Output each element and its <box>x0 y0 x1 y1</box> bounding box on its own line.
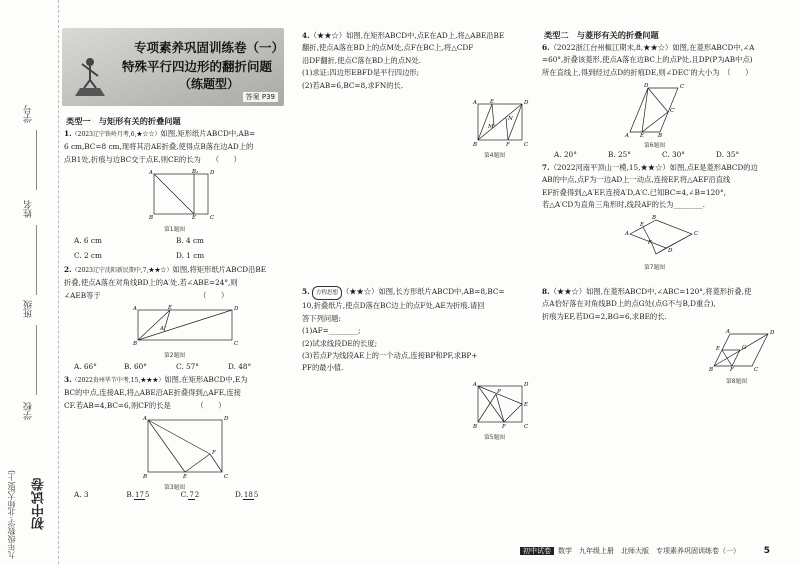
svg-text:A: A <box>726 329 730 335</box>
figure-q1 <box>146 168 216 220</box>
footer-brand-tag: 初中试卷 <box>520 547 554 555</box>
question-text: （★★☆）如图,在矩形ABCD中,点E在AD上,将△ABE沿BE <box>309 31 505 40</box>
svg-text:B: B <box>709 367 714 372</box>
svg-text:A: A <box>473 382 477 388</box>
svg-text:D: D <box>524 382 529 388</box>
question-4 <box>302 30 530 92</box>
option-b[interactable]: B. 4 cm <box>176 236 204 245</box>
question-source: （2023辽宁沈阳新民期中,7,★★☆） <box>71 267 173 274</box>
figure-caption-q8: 第8题图 <box>726 379 748 385</box>
option-b[interactable]: B. 25° <box>608 150 631 159</box>
binding-margin <box>0 0 59 564</box>
question-text: (2)试求线段DE的长度; <box>302 338 378 348</box>
svg-text:D: D <box>224 416 229 422</box>
svg-text:E: E <box>716 346 721 352</box>
option-a[interactable]: A. 6 cm <box>74 236 102 245</box>
options-q3 <box>74 490 284 500</box>
title-banner <box>62 28 284 106</box>
question-text: (1)求证:四边形EBFD是平行四边形; <box>302 68 420 78</box>
question-text: 折叠,使点A落在对角线BD上的A′处.若∠ABE=24°,则 <box>64 278 238 288</box>
option-c[interactable]: C. 30° <box>662 150 685 159</box>
option-b[interactable]: B. 60° <box>124 362 147 371</box>
question-text: =60°,折叠该菱形,使点A落在边BC上的点P处,且DP(P为AB中点) <box>542 55 753 65</box>
section-heading-2: 类型二 与菱形有关的折叠问题 <box>544 30 659 40</box>
svg-text:C: C <box>524 142 529 148</box>
page-footer <box>520 546 740 556</box>
svg-text:E: E <box>640 133 645 138</box>
figure-q3 <box>140 414 230 480</box>
svg-text:B: B <box>658 133 663 138</box>
question-text: 6 cm,BC=8 cm,现将其沿AE折叠,使得点B落在边AD上的 <box>64 142 254 152</box>
option-a[interactable]: A. 66° <box>74 362 97 371</box>
question-number: 2. <box>64 265 72 274</box>
margin-line <box>36 130 37 190</box>
svg-text:G: G <box>742 345 747 351</box>
question-text: （2022浙江台州椒江期末,8,★★☆）如图,在菱形ABCD中,∠A <box>549 43 755 52</box>
question-text: EF折叠得到△A′EF,连接A′D,A′C.已知BC=4,∠B=120°, <box>542 187 726 197</box>
svg-text:A′: A′ <box>160 326 166 332</box>
figure-caption-q1: 第1题图 <box>164 227 186 233</box>
svg-text:A: A <box>473 100 477 106</box>
svg-text:E: E <box>183 474 188 480</box>
question-text: （★★☆）如图,在菱形ABCD中,∠ABC=120°,将菱形折叠,使 <box>549 287 752 296</box>
svg-text:D: D <box>210 170 215 176</box>
option-a[interactable]: A. 20° <box>554 150 577 159</box>
options-q2 <box>74 362 284 371</box>
svg-text:B: B <box>133 341 138 346</box>
question-8 <box>542 286 778 323</box>
svg-text:B: B <box>149 215 154 220</box>
svg-text:E: E <box>490 99 495 105</box>
margin-brand-big: 初中试卷 <box>32 478 47 530</box>
options-q1 <box>74 236 284 260</box>
svg-text:C′: C′ <box>670 108 676 114</box>
question-text: AB的中点,点F为一边AD上一动点,连接EF,将△AEF沿直线 <box>542 175 731 185</box>
svg-text:D: D <box>668 248 673 254</box>
question-text: ∠AEB等于 （ ） <box>64 290 229 300</box>
margin-label-student-id: 学号 <box>24 105 34 123</box>
margin-label-school: 学校 <box>24 402 34 420</box>
option-d[interactable]: D. 1 cm <box>176 251 205 260</box>
question-text: 答下列问题: <box>302 313 341 323</box>
figure-caption-q4: 第4题图 <box>484 153 506 159</box>
figure-q4 <box>470 98 532 148</box>
svg-text:B: B <box>473 424 478 430</box>
svg-text:E: E <box>192 215 197 220</box>
svg-text:B₁: B₁ <box>192 169 199 175</box>
question-text: （2022河南平顶山一模,15,★★☆）如图,点E是菱形ABCD的边 <box>549 163 758 172</box>
banner-title-line2: 特殊平行四边形的翻折问题 <box>121 59 272 74</box>
svg-text:D: D <box>770 330 775 336</box>
question-text: 点B1处,折痕与边BC交于点E,则CE的长为 （ ） <box>64 154 241 164</box>
banner-figure-icon <box>70 48 110 100</box>
margin-label-class: 班级 <box>24 300 34 318</box>
svg-text:B: B <box>473 142 478 148</box>
question-text: （★★☆）如图,长方形纸片ABCD中,AB=8,BC= <box>341 287 505 296</box>
question-3 <box>64 374 290 412</box>
section-heading-1: 类型一 与矩形有关的折叠问题 <box>66 116 181 126</box>
question-2 <box>64 264 290 302</box>
question-text: CF.若AB=4,BC=6,则CF的长是 （ ） <box>64 400 226 410</box>
question-text: (2)若AB=6,BC=8,求FN的长. <box>302 80 404 90</box>
svg-text:D: D <box>524 100 529 106</box>
question-text: 如图,在矩形ABCD中,E为 <box>164 375 248 384</box>
option-c[interactable]: C.72 <box>180 490 200 499</box>
question-text: PF的最小值. <box>302 363 344 373</box>
page-number: 5 <box>763 546 770 556</box>
figure-caption-q3: 第3题图 <box>164 485 186 491</box>
question-7 <box>542 162 778 212</box>
svg-text:E: E <box>168 305 173 311</box>
svg-text:F: F <box>502 424 506 430</box>
option-b[interactable]: B.175 <box>126 490 150 499</box>
answer-reference: 答案 P39 <box>243 92 278 102</box>
svg-text:A: A <box>133 306 137 312</box>
svg-text:E: E <box>524 402 529 408</box>
margin-line <box>36 225 37 295</box>
method-tag: 方程思想 <box>312 286 342 300</box>
question-text: 10,折叠纸片,使点D落在BC边上的点F处,AE为折痕.请回 <box>302 301 485 311</box>
banner-title-line3: （练题型） <box>178 77 239 91</box>
svg-text:C: C <box>224 474 229 480</box>
figure-caption-q7: 第7题图 <box>644 265 666 271</box>
question-text: (1)AF=________; <box>302 326 361 336</box>
svg-text:N: N <box>508 116 513 122</box>
svg-text:A: A <box>625 133 629 138</box>
margin-label-name: 姓名 <box>24 200 34 218</box>
question-text: 如图,矩形纸片ABCD中,AB= <box>160 129 256 138</box>
svg-text:E: E <box>640 222 645 228</box>
svg-text:A: A <box>149 170 153 176</box>
svg-text:P: P <box>497 389 501 395</box>
option-d[interactable]: D. 48° <box>228 362 252 371</box>
question-text: 点A恰好落在对角线BD上的点G处(点G不与B,D重合), <box>542 299 716 309</box>
question-text: 折痕为EF,若DG=2,BG=6,求BE的长. <box>542 311 667 321</box>
figure-q8 <box>706 328 776 372</box>
option-d[interactable]: D. 35° <box>716 150 740 159</box>
question-5 <box>302 286 530 375</box>
question-number: 5. <box>302 287 310 296</box>
figure-caption-q2: 第2题图 <box>164 353 186 359</box>
svg-text:C: C <box>694 231 698 237</box>
svg-text:A: A <box>625 231 629 237</box>
question-text: 如图,将矩形纸片ABCD沿BE <box>172 265 267 274</box>
svg-text:C: C <box>680 84 685 90</box>
margin-line <box>36 325 37 395</box>
question-source: （2022贵州毕节中考,15,★★★） <box>71 377 165 384</box>
question-text: 若△A′CD为直角三角形时,线段AF的长为________. <box>542 200 705 210</box>
svg-text:F: F <box>730 367 734 372</box>
question-1 <box>64 128 290 166</box>
question-number: 8. <box>542 287 550 296</box>
svg-text:M: M <box>488 124 494 130</box>
svg-text:C: C <box>524 424 529 430</box>
svg-text:C: C <box>234 341 239 346</box>
svg-text:F: F <box>506 142 510 148</box>
svg-text:A: A <box>143 416 147 422</box>
figure-q7 <box>622 214 698 258</box>
figure-q5 <box>470 380 532 430</box>
question-text: 所在直线上,得到经过点D的折痕DE,则∠DEC′的大小为 （ ） <box>542 67 753 77</box>
figure-caption-q6: 第6题图 <box>644 143 666 149</box>
svg-text:B: B <box>652 215 657 221</box>
option-c[interactable]: C. 57° <box>176 362 199 371</box>
figure-q2 <box>130 304 240 346</box>
question-number: 7. <box>542 163 550 172</box>
option-d[interactable]: D.185 <box>234 490 259 499</box>
svg-text:F: F <box>212 450 216 456</box>
question-number: 1. <box>64 129 72 138</box>
question-number: 3. <box>64 375 72 384</box>
question-source: （2023辽宁铁岭月考,6,★☆☆） <box>71 131 161 138</box>
svg-text:D: D <box>644 83 649 89</box>
option-a[interactable]: A. 3 <box>74 490 89 499</box>
question-text: 沿DF翻折,使点C落在BD上的点N处. <box>302 55 421 65</box>
svg-text:C: C <box>754 367 759 372</box>
figure-caption-q5: 第5题图 <box>484 435 506 441</box>
question-text: (3)若点P为线段AE上的一个动点,连接BP和PF,求BP+ <box>302 351 478 361</box>
svg-text:B: B <box>143 474 148 480</box>
svg-text:D: D <box>234 306 239 312</box>
figure-q6 <box>622 82 686 138</box>
question-number: 4. <box>302 31 310 40</box>
question-text: BC的中点,连接AE,将△ABE沿AE折叠得到△AFE,连接 <box>64 388 241 398</box>
svg-text:C: C <box>210 215 215 220</box>
option-c[interactable]: C. 2 cm <box>74 251 102 260</box>
svg-text:F: F <box>648 240 652 246</box>
margin-brand-small: 九年级数学·北师大版(上) <box>7 470 16 559</box>
question-6 <box>542 42 778 79</box>
footer-text: 数学 九年级上册 北师大版 专项素养巩固训练卷（一） <box>558 547 740 555</box>
options-q6 <box>554 150 774 159</box>
question-number: 6. <box>542 43 550 52</box>
banner-title-line1: 专项素养巩固训练卷（一） <box>134 40 285 55</box>
question-text: 翻折,使点A落在BD上的点M处,点F在BC上,将△CDF <box>302 43 474 53</box>
